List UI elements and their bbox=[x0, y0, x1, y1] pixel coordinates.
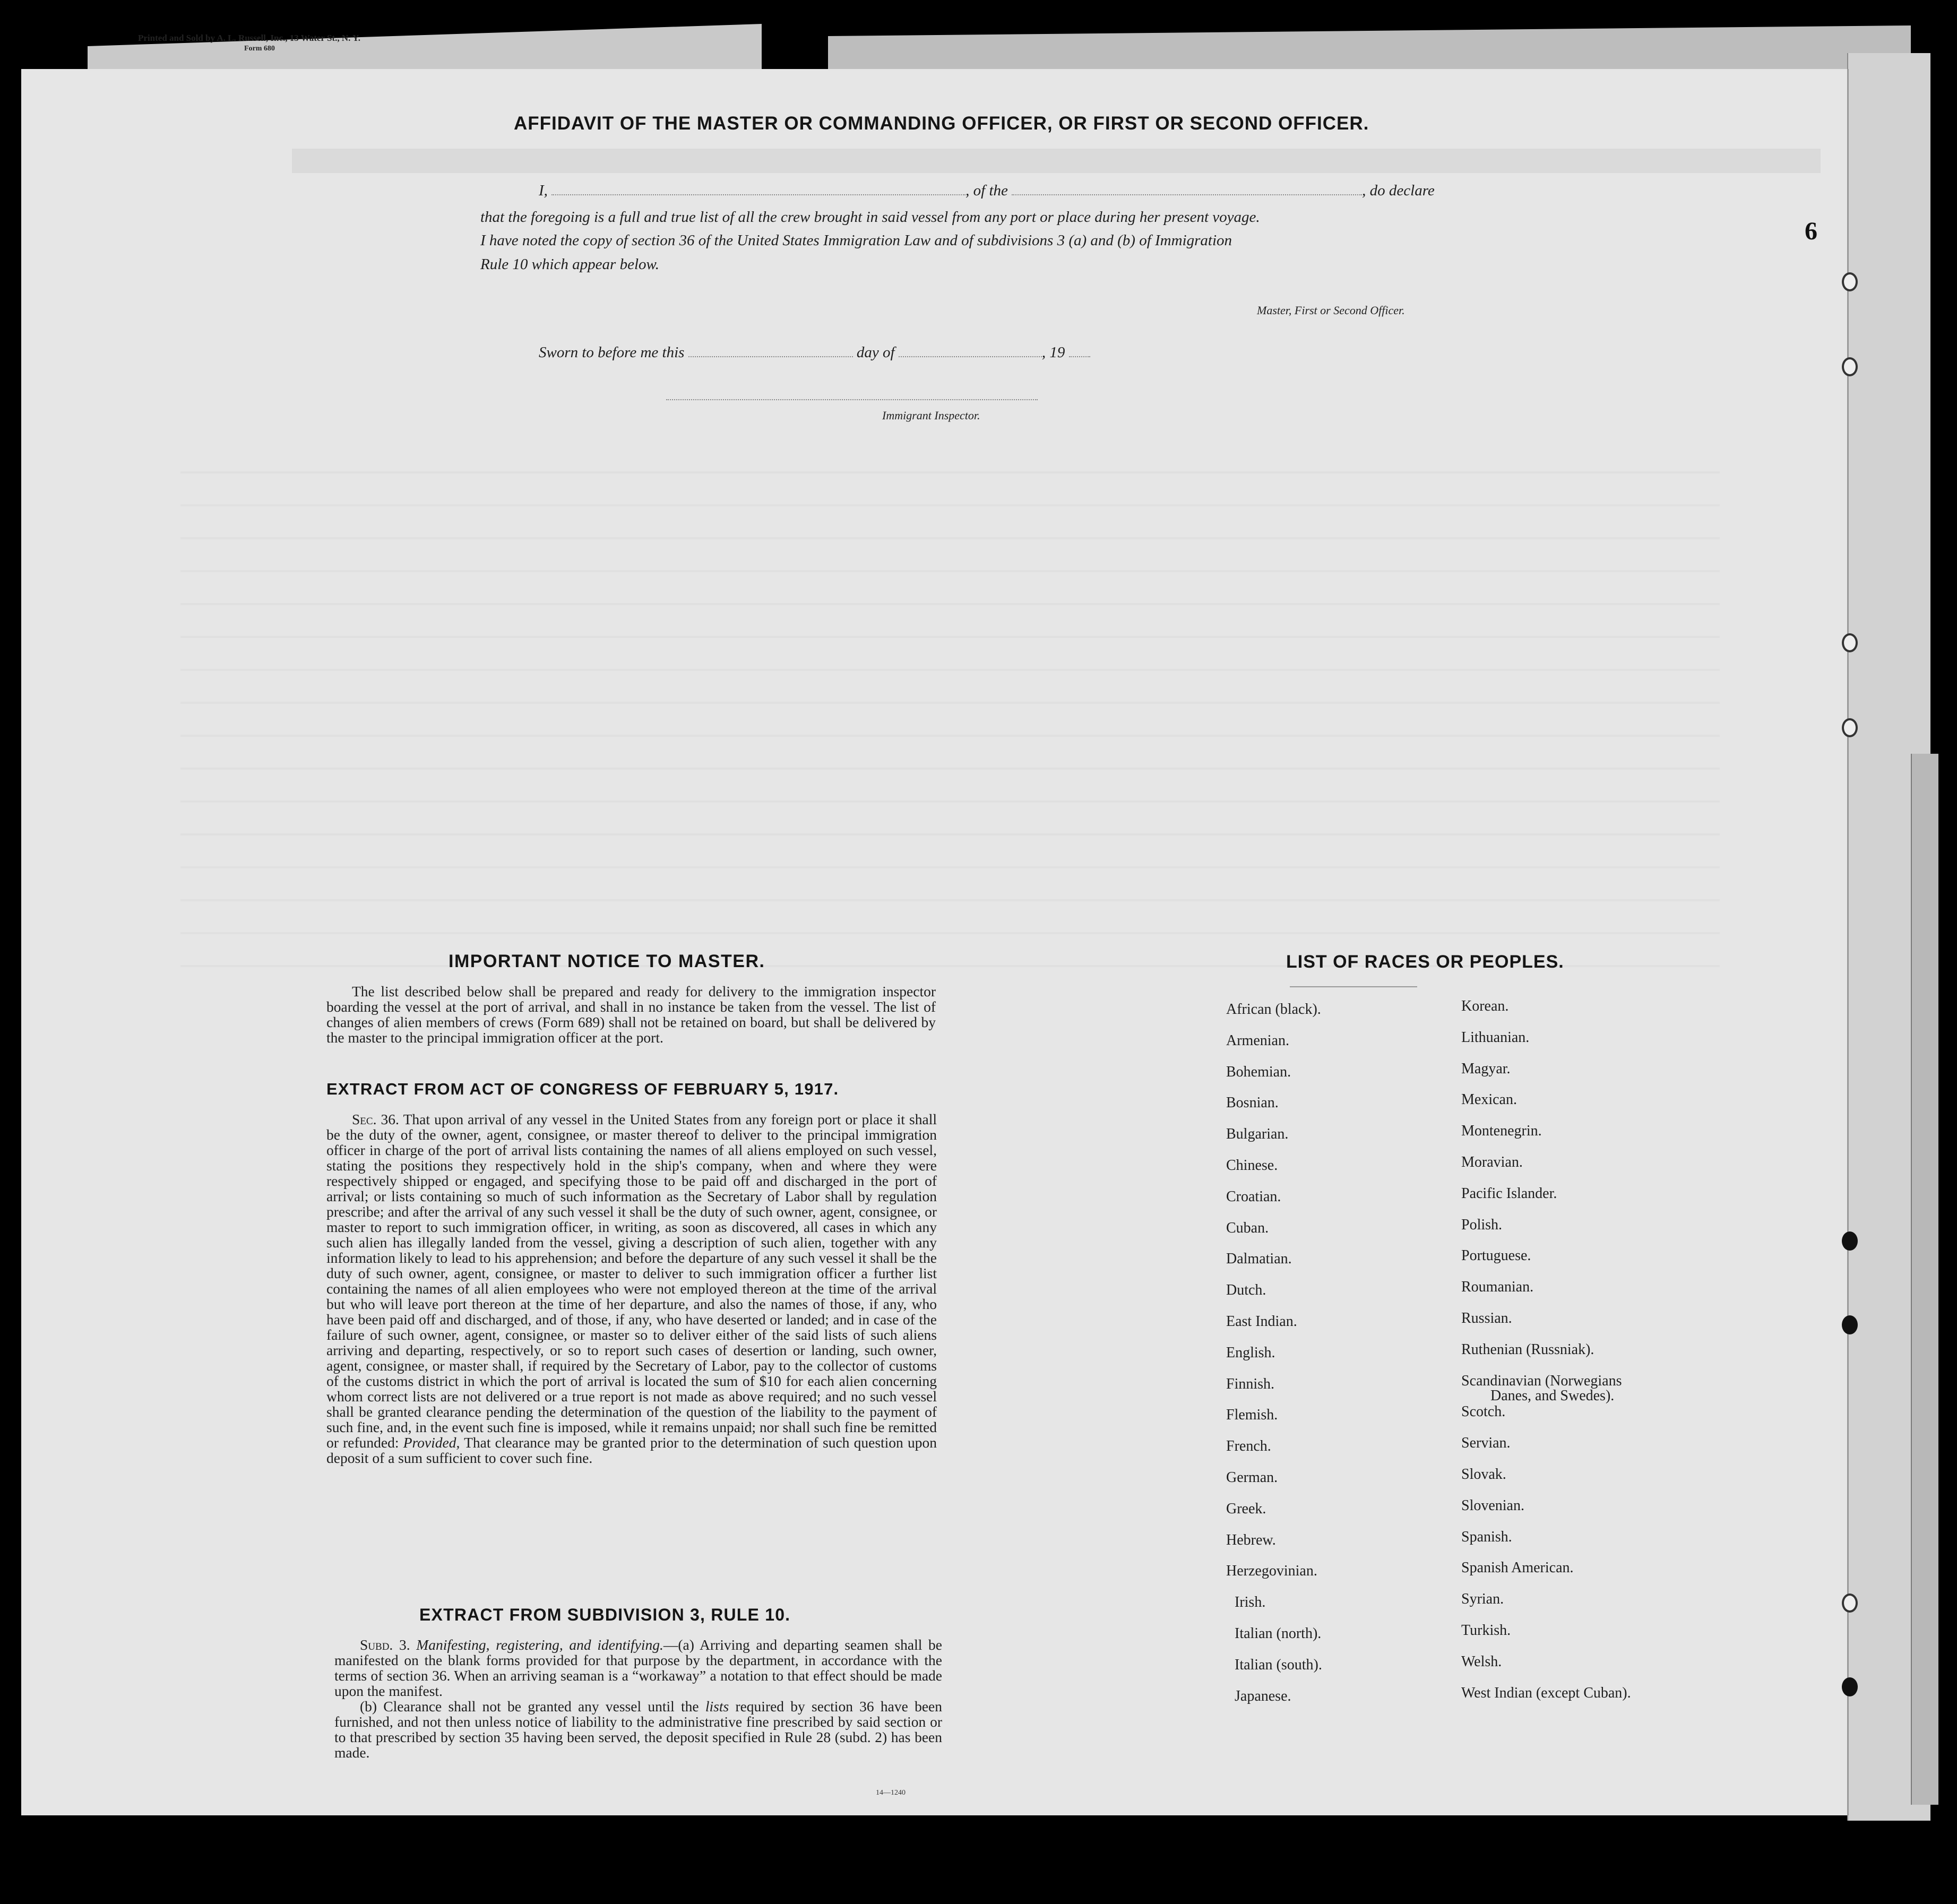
punch-hole bbox=[1842, 1315, 1858, 1334]
sworn-line bbox=[539, 344, 1090, 361]
extract-rule-text bbox=[334, 1637, 942, 1760]
affidavit-line-2: that the foregoing is a full and true list of all the crew brought in said vessel from any port or place during her present voyage. bbox=[480, 209, 1260, 226]
race-item: Chinese. bbox=[1226, 1157, 1278, 1174]
race-item: Russian. bbox=[1461, 1310, 1512, 1326]
race-item: German. bbox=[1226, 1469, 1278, 1486]
race-item: Bosnian. bbox=[1226, 1095, 1279, 1112]
month-blank[interactable] bbox=[899, 347, 1042, 357]
race-item: West Indian (except Cuban). bbox=[1461, 1684, 1631, 1701]
race-item: Mexican. bbox=[1461, 1091, 1517, 1108]
race-item: Croatian. bbox=[1226, 1188, 1281, 1205]
punch-hole bbox=[1842, 1677, 1858, 1696]
day-blank[interactable] bbox=[688, 347, 853, 357]
notice-text bbox=[326, 984, 936, 1045]
race-item: Danes, and Swedes). bbox=[1490, 1387, 1615, 1404]
day-of-label: day of bbox=[856, 344, 895, 361]
affidavit-title: AFFIDAVIT OF THE MASTER OR COMMANDING OFFICER, OR FIRST OR SECOND OFFICER. bbox=[514, 113, 1369, 134]
affidavit-line-1 bbox=[539, 182, 1435, 200]
race-item: Turkish. bbox=[1461, 1622, 1511, 1639]
race-item: Welsh. bbox=[1461, 1653, 1502, 1670]
bleed-through-rows bbox=[180, 441, 1720, 971]
race-item: Scandinavian (Norwegians bbox=[1461, 1372, 1622, 1389]
year-label: , 19 bbox=[1041, 344, 1065, 361]
notice-body: The list described below shall be prepared and ready for delivery to the immigration inspector boarding the vessel at the port of arrival, and shall in no instance be taken from the vessel. The list of changes of alien members of crews (Form 689) shall not be retained on board, but shall be delivered by the master to the principal immigration officer at the port. bbox=[326, 983, 936, 1046]
punch-hole bbox=[1842, 357, 1858, 376]
subdivision-label: Subd. 3. bbox=[360, 1636, 410, 1653]
race-item: Roumanian. bbox=[1461, 1279, 1534, 1296]
race-item: Servian. bbox=[1461, 1435, 1511, 1452]
race-item: English. bbox=[1226, 1344, 1275, 1361]
sworn-label: Sworn to before me this bbox=[539, 344, 685, 361]
provided-word: Provided, bbox=[403, 1434, 460, 1451]
punch-hole bbox=[1842, 1231, 1858, 1251]
year-blank[interactable] bbox=[1069, 347, 1090, 357]
race-item: Italian (south). bbox=[1235, 1656, 1322, 1673]
race-item: Slovak. bbox=[1461, 1466, 1506, 1483]
race-item: Dutch. bbox=[1226, 1282, 1266, 1299]
affidavit-line-4: Rule 10 which appear below. bbox=[480, 256, 659, 273]
form-code: 14—1240 bbox=[876, 1789, 906, 1797]
race-item: Bohemian. bbox=[1226, 1063, 1291, 1080]
race-item: Scotch. bbox=[1461, 1403, 1506, 1420]
vessel-blank[interactable] bbox=[1012, 185, 1362, 195]
race-item: Cuban. bbox=[1226, 1219, 1269, 1236]
subdivision-para-b-end: required by section 36 have been furnished, and not then unless notice of liability to the administrative fine prescribed by said section or to that prescribed by section 35 having been served, the deposit specified in Rule 28 (subd. 2) has been made. bbox=[334, 1698, 942, 1761]
printer-credit bbox=[138, 33, 360, 54]
subdivision-heading: Manifesting, registering, and identifying. bbox=[416, 1636, 663, 1653]
name-blank[interactable] bbox=[551, 185, 965, 195]
punch-hole bbox=[1842, 272, 1858, 291]
race-item: Flemish. bbox=[1226, 1407, 1278, 1424]
race-item: Syrian. bbox=[1461, 1591, 1504, 1608]
race-item: Pacific Islander. bbox=[1461, 1185, 1557, 1202]
affidavit-i-label: I, bbox=[539, 182, 548, 199]
page-number: 6 bbox=[1805, 217, 1817, 245]
printer-credit-line: Printed and Sold by A. L. Russell, Inc., 13 Water St., N. Y. bbox=[138, 33, 360, 43]
affidavit-line-3: I have noted the copy of section 36 of the United States Immigration Law and of subdivisions 3 (a) and (b) of Immigration bbox=[480, 232, 1232, 249]
race-item: Bulgarian. bbox=[1226, 1126, 1289, 1143]
inspector-caption: Immigrant Inspector. bbox=[882, 409, 980, 422]
race-item: Polish. bbox=[1461, 1216, 1503, 1233]
section-36-text: That upon arrival of any vessel in the United States from any foreign port or place it shall be the duty of the owner, agent, consignee, or master thereof to deliver to the principal immigration officer in charge of the port of arrival lists containing the names of all aliens employed on such vessel, stating the positions they respectively hold in the ship's company, when and where they were respectively shipped or engaged, and specifying those to be paid off and discharged in the port of arrival; or lists containing so much of such information as the Secretary of Labor shall by regulation prescribe; and after the arrival of any such vessel it shall be the duty of such owner, agent, consignee, or master to report to such immigration officer, in writing, as soon as discovered, all cases in which any such alien has illegally landed from the vessel, giving a description of such alien, together with any information likely to lead to his apprehension; and before the departure of any such vessel it shall be the duty of such owner, agent, consignee, or master to deliver to such immigration officer a further list containing the names of all alien employees who were not employed thereon at the time of the arrival but who will leave port thereon at the time of her departure, and also the names of those, if any, who have been paid off and discharged, and of those, if any, who have deserted or landed; and in case of the failure of such owner, agent, consignee, or master so to deliver either of the said lists of such aliens arriving and departing, respectively, or so to report such cases of desertion or landing, such owner, agent, consignee, or master shall, if required by the Secretary of Labor, pay to the collector of customs of the customs district in which the port of arrival is located the sum of $10 for each alien concerning whom correct lists are not delivered or a true report is not made as above required; and no such vessel shall be granted clearance pending the determination of the question of the liability to the payment of such fine, and, in the event such fine is imposed, while it remains unpaid; nor shall such fine be remitted or refunded: bbox=[326, 1111, 937, 1451]
race-item: Spanish American. bbox=[1461, 1560, 1574, 1576]
master-signature-caption: Master, First or Second Officer. bbox=[1257, 304, 1405, 317]
race-item: Armenian. bbox=[1226, 1032, 1289, 1049]
race-item: Montenegrin. bbox=[1461, 1123, 1542, 1140]
race-item: Spanish. bbox=[1461, 1528, 1512, 1545]
race-item: Portuguese. bbox=[1461, 1247, 1531, 1264]
races-title-rule bbox=[1290, 986, 1417, 987]
punch-hole bbox=[1842, 718, 1858, 737]
race-item: Irish. bbox=[1235, 1594, 1266, 1611]
race-item: Dalmatian. bbox=[1226, 1251, 1292, 1268]
underlying-sheet-edge-lower bbox=[1911, 754, 1938, 1805]
form-number: Form 680 bbox=[244, 45, 275, 53]
race-item: Japanese. bbox=[1235, 1687, 1291, 1704]
race-item: Ruthenian (Russniak). bbox=[1461, 1341, 1594, 1358]
race-item: Italian (north). bbox=[1235, 1625, 1322, 1642]
race-item: Greek. bbox=[1226, 1500, 1266, 1517]
section-36-proviso: That clearance may be granted prior to the determination of such question upon deposit of a sum sufficient to cover such fine. bbox=[326, 1434, 937, 1466]
extract-rule-title: EXTRACT FROM SUBDIVISION 3, RULE 10. bbox=[419, 1605, 791, 1624]
lists-word: lists bbox=[705, 1698, 729, 1715]
punch-hole bbox=[1842, 633, 1858, 652]
inspector-signature-line[interactable] bbox=[666, 399, 1038, 400]
extract-act-text bbox=[326, 1112, 937, 1466]
races-title: LIST OF RACES OR PEOPLES. bbox=[1286, 952, 1564, 972]
race-item: African (black). bbox=[1226, 1001, 1321, 1018]
race-item: Slovenian. bbox=[1461, 1497, 1524, 1514]
section-label: Sec. 36. bbox=[352, 1111, 399, 1127]
race-item: Magyar. bbox=[1461, 1060, 1511, 1077]
race-item: Lithuanian. bbox=[1461, 1029, 1530, 1046]
race-item: Korean. bbox=[1461, 998, 1509, 1014]
race-item: East Indian. bbox=[1226, 1313, 1297, 1330]
punch-hole bbox=[1842, 1593, 1858, 1613]
bleed-through-heading bbox=[292, 149, 1821, 173]
race-item: Herzegovinian. bbox=[1226, 1563, 1317, 1580]
race-item: Moravian. bbox=[1461, 1154, 1523, 1170]
extract-act-title: EXTRACT FROM ACT OF CONGRESS OF FEBRUARY 5, 1917. bbox=[326, 1080, 839, 1098]
race-item: Hebrew. bbox=[1226, 1531, 1276, 1548]
document-page bbox=[21, 69, 1849, 1815]
do-declare-label: , do declare bbox=[1362, 182, 1435, 199]
of-the-label: , of the bbox=[965, 182, 1008, 199]
race-item: Finnish. bbox=[1226, 1375, 1275, 1392]
race-item: French. bbox=[1226, 1438, 1271, 1455]
notice-title: IMPORTANT NOTICE TO MASTER. bbox=[449, 951, 765, 971]
subdivision-para-a: —(a) Arriving and departing seamen shall be manifested on the blank forms provided for that purpose by the department, in accordance with the terms of section 36. When an arriving seaman is a “workaway” a notation to that effect should be made upon the manifest. bbox=[334, 1636, 943, 1699]
subdivision-para-b-start: (b) Clearance shall not be granted any vessel until the bbox=[360, 1698, 699, 1715]
